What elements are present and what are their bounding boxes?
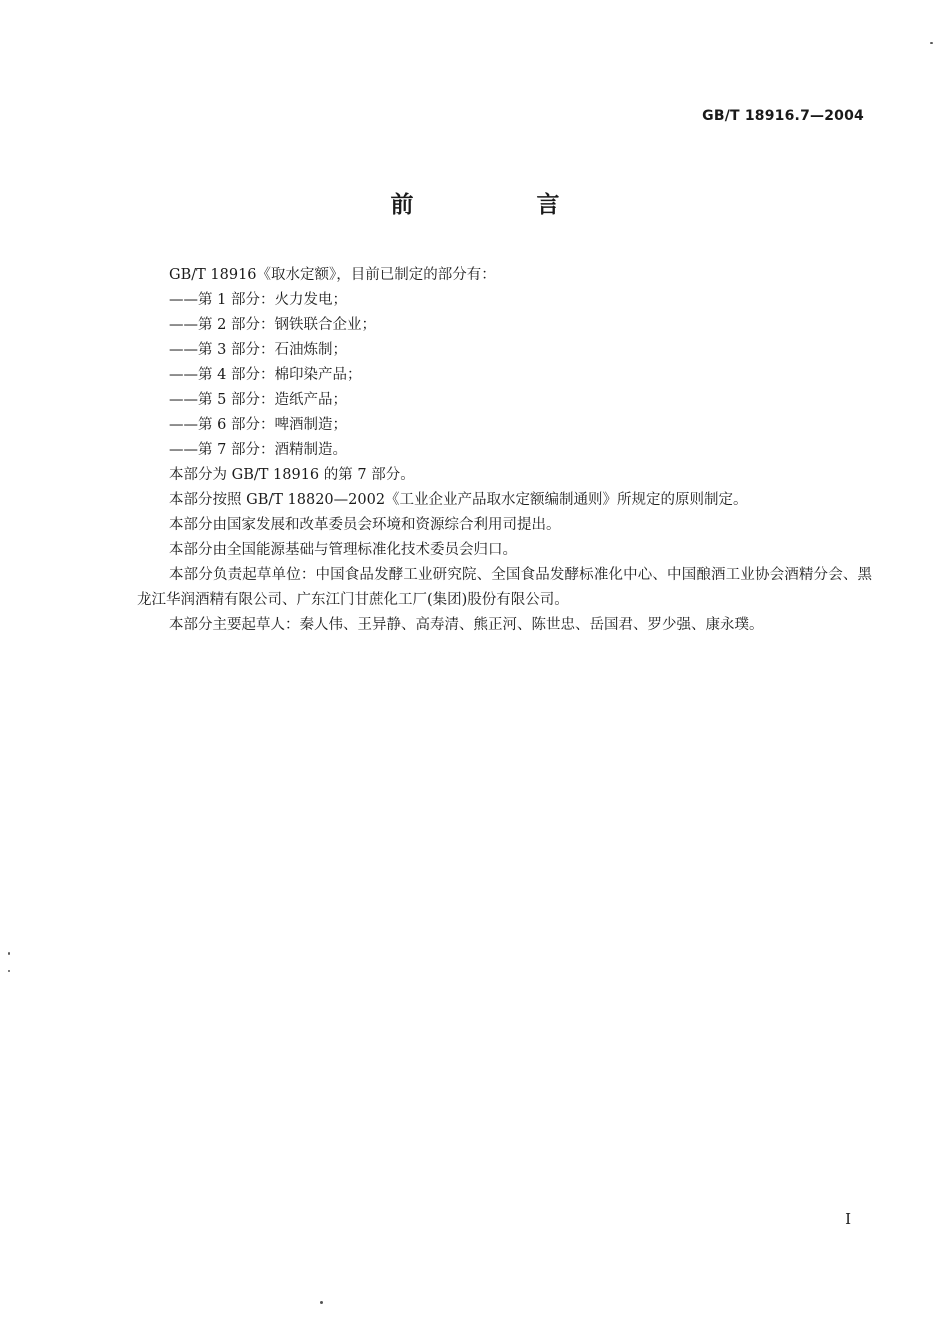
part-list-item: ——第 6 部分：啤酒制造； bbox=[169, 417, 347, 433]
scan-speck bbox=[8, 952, 10, 955]
part-list-item: ——第 5 部分：造纸产品； bbox=[169, 392, 347, 408]
page-number: I bbox=[845, 1210, 851, 1228]
proposer-statement: 本部分由国家发展和改革委员会环境和资源综合利用司提出。 bbox=[169, 517, 561, 533]
main-drafters: 本部分主要起草人：秦人伟、王异静、高寿清、熊正河、陈世忠、岳国君、罗少强、康永璞。 bbox=[169, 617, 764, 633]
part-statement: 本部分为 GB/T 18916 的第 7 部分。 bbox=[169, 467, 415, 483]
part-list-item: ——第 3 部分：石油炼制； bbox=[169, 342, 347, 358]
page-title: 前 言 bbox=[390, 192, 610, 218]
foreword-body bbox=[137, 263, 872, 638]
part-list-item: ——第 7 部分：酒精制造。 bbox=[169, 442, 347, 458]
scan-speck bbox=[8, 970, 10, 972]
part-list-item: ——第 4 部分：棉印染产品； bbox=[169, 367, 362, 383]
drafting-units: 本部分负责起草单位：中国食品发酵工业研究院、全国食品发酵标准化中心、中国酿酒工业协会酒精分会、黑龙江华润酒精有限公司、广东江门甘蔗化工厂(集团)股份有限公司。 bbox=[137, 567, 872, 608]
standard-code: GB/T 18916.7—2004 bbox=[702, 108, 864, 124]
drafting-principle: 本部分按照 GB/T 18820—2002《工业企业产品取水定额编制通则》所规定的原则制定。 bbox=[169, 492, 748, 508]
intro-paragraph: GB/T 18916《取水定额》，目前已制定的部分有： bbox=[169, 267, 496, 283]
part-list-item: ——第 2 部分：钢铁联合企业； bbox=[169, 317, 376, 333]
administration-statement: 本部分由全国能源基础与管理标准化技术委员会归口。 bbox=[169, 542, 517, 558]
scan-speck bbox=[320, 1301, 323, 1304]
part-list-item: ——第 1 部分：火力发电； bbox=[169, 292, 347, 308]
scan-speck bbox=[930, 42, 933, 44]
